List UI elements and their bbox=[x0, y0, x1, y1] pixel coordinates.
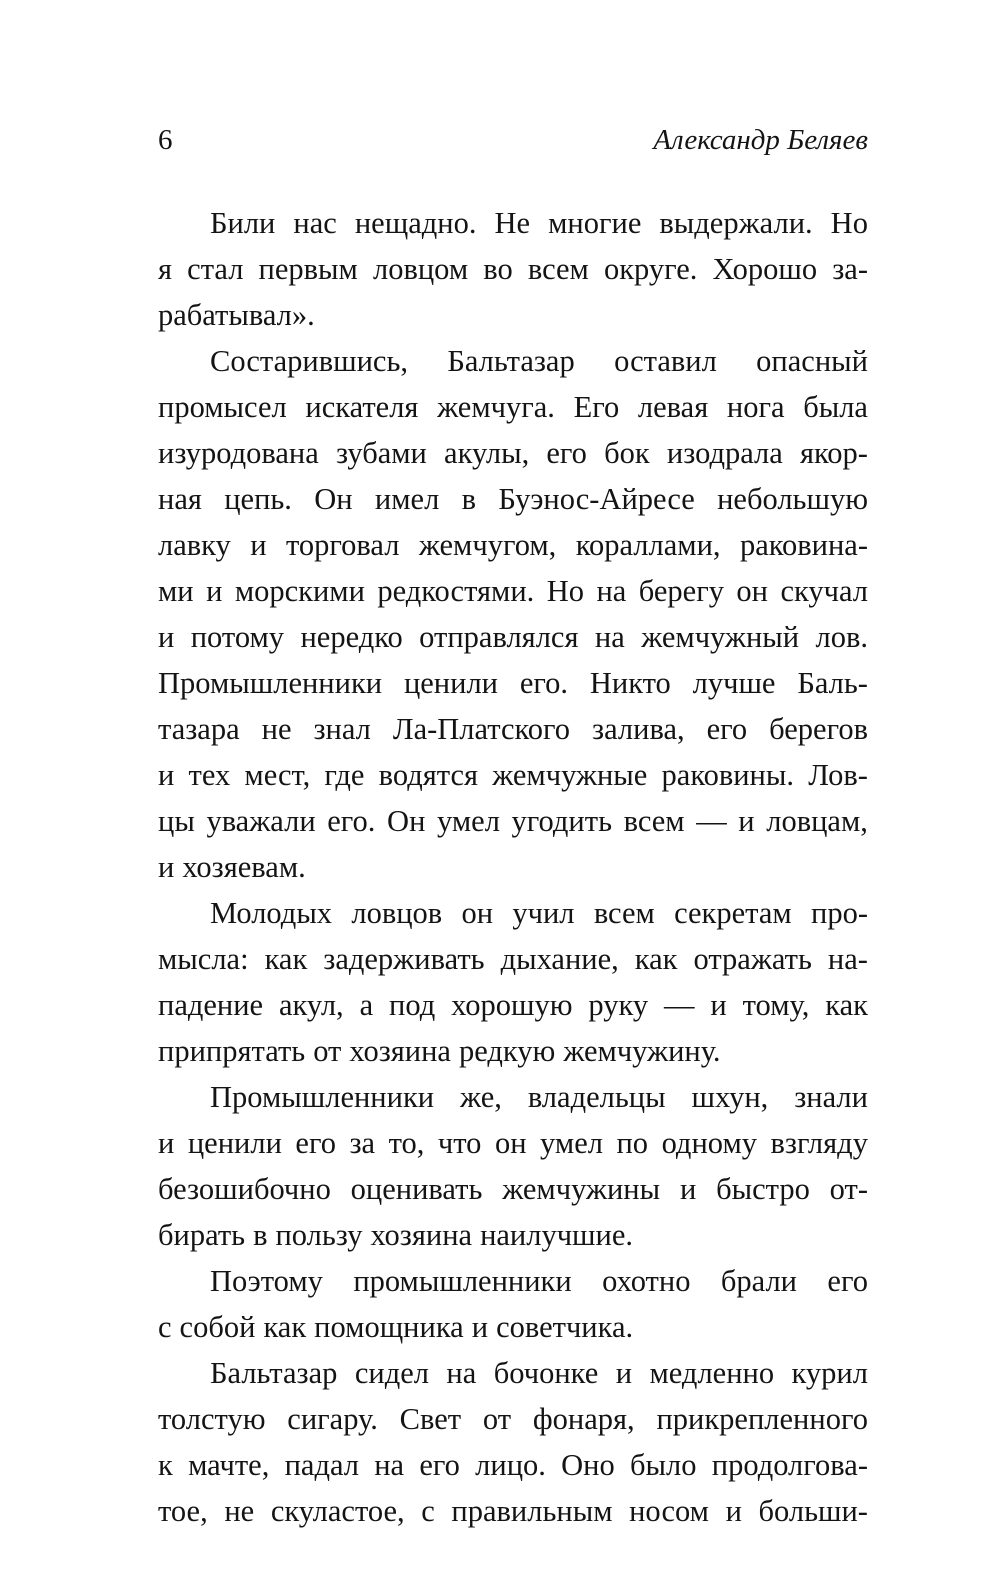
text-line: к мачте, падал на его лицо. Оно было продолгова- bbox=[158, 1448, 868, 1482]
text-line: ная цепь. Он имел в Буэнос-Айресе небольшую bbox=[158, 482, 868, 516]
text-line: тое, не скуластое, с правильным носом и больши- bbox=[158, 1494, 868, 1528]
paragraph bbox=[158, 1074, 868, 1258]
text-line: ми и морскими редкостями. Но на берегу он скучал bbox=[158, 574, 868, 608]
text-line: тазара не знал Ла-Платского залива, его берегов bbox=[158, 712, 868, 746]
paragraph bbox=[158, 338, 868, 890]
text-line: падение акул, а под хорошую руку — и тому, как bbox=[158, 988, 868, 1022]
running-header bbox=[158, 118, 868, 162]
text-line: Состарившись, Бальтазар оставил опасный bbox=[210, 344, 868, 378]
text-line: лавку и торговал жемчугом, кораллами, раковина- bbox=[158, 528, 868, 562]
text-line: припрятать от хозяина редкую жемчужину. bbox=[158, 1034, 721, 1068]
text-line: промысел искателя жемчуга. Его левая нога была bbox=[158, 390, 868, 424]
running-title: Александр Беляев bbox=[653, 124, 868, 156]
text-line: рабатывал». bbox=[158, 298, 315, 332]
text-line: Бальтазар сидел на бочонке и медленно курил bbox=[210, 1356, 868, 1390]
text-line: толстую сигару. Свет от фонаря, прикрепленного bbox=[158, 1402, 868, 1436]
text-line: и хозяевам. bbox=[158, 850, 306, 884]
text-line: цы уважали его. Он умел угодить всем — и ловцам, bbox=[158, 804, 868, 838]
text-line: мысла: как задерживать дыхание, как отражать на- bbox=[158, 942, 868, 976]
text-line: и тех мест, где водятся жемчужные раковины. Лов- bbox=[158, 758, 868, 792]
page-number: 6 bbox=[158, 124, 173, 156]
text-line: Молодых ловцов он учил всем секретам про- bbox=[210, 896, 868, 930]
text-line: бирать в пользу хозяина наилучшие. bbox=[158, 1218, 634, 1252]
text-line: изуродована зубами акулы, его бок изодрала якор- bbox=[158, 436, 868, 470]
text-line: и потому нередко отправлялся на жемчужный лов. bbox=[158, 620, 868, 654]
body-text bbox=[158, 200, 868, 1534]
text-line: Промышленники же, владельцы шхун, знали bbox=[210, 1080, 868, 1114]
paragraph bbox=[158, 890, 868, 1074]
text-line: Поэтому промышленники охотно брали его bbox=[210, 1264, 868, 1298]
text-line: безошибочно оценивать жемчужины и быстро от- bbox=[158, 1172, 868, 1206]
text-line: и ценили его за то, что он умел по одному взгляду bbox=[158, 1126, 868, 1160]
text-line: Промышленники ценили его. Никто лучше Баль- bbox=[158, 666, 868, 700]
text-line: с собой как помощника и советчика. bbox=[158, 1310, 634, 1344]
text-line: Били нас нещадно. Не многие выдержали. Но bbox=[210, 206, 868, 240]
paragraph bbox=[158, 1350, 868, 1534]
paragraph bbox=[158, 200, 868, 338]
text-line: я стал первым ловцом во всем округе. Хорошо за- bbox=[158, 252, 868, 286]
paragraph bbox=[158, 1258, 868, 1350]
